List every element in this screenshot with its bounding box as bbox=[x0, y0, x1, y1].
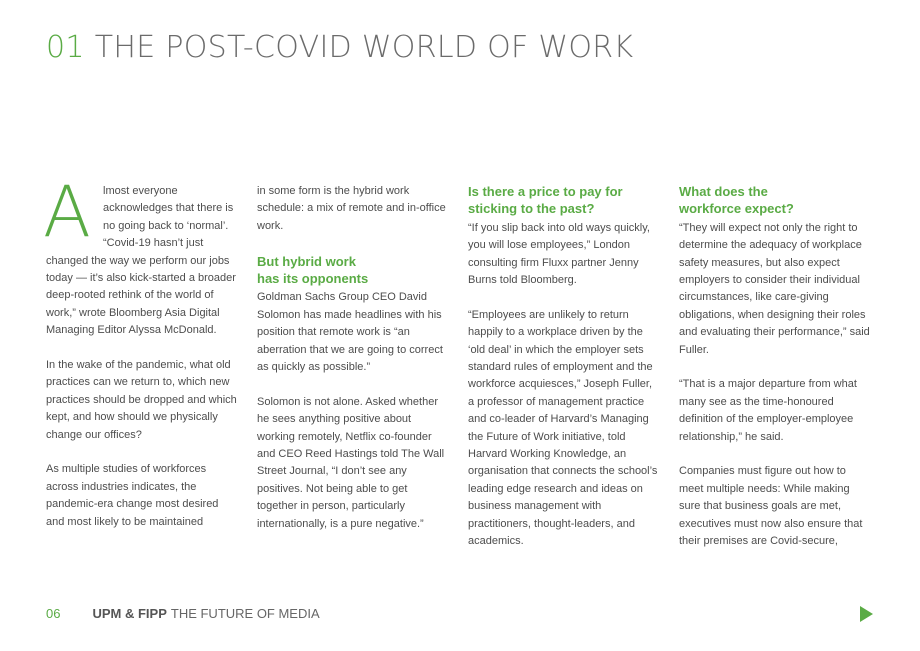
subheading-workforce-expect: What does the workforce expect? bbox=[679, 184, 794, 217]
article-column-4 bbox=[679, 183, 871, 551]
paragraph: As multiple studies of workforces across industries indicates, the pandemic-era change most desired and most likely to be maintained bbox=[46, 463, 219, 528]
intro-paragraph bbox=[43, 171, 238, 340]
paragraph: Goldman Sachs Group CEO David Solomon has made headlines with his position that remote work is “an aberration that we are going to correct as quickly as possible.” bbox=[257, 291, 443, 374]
title-text: THE POST-COVID WORLD OF WORK bbox=[94, 30, 634, 65]
article-column-3 bbox=[468, 183, 660, 551]
intro-text: lmost everyone acknowledges that there is no going back to ‘normal’. “Covid-19 hasn’t just changed the way we perform our jobs today — it’s also kick-started a broader deep-rooted rethink of the world of work,” wrote Bloomberg Asia Digital Managing Editor Alyssa McDonald. bbox=[46, 185, 236, 337]
page-title bbox=[46, 30, 633, 65]
paragraph: “That is a major departure from what many see as the time-honoured definition of the employer-employee relationship,” he said. bbox=[679, 378, 857, 443]
paragraph: Solomon is not alone. Asked whether he sees anything positive about working remotely, Netflix co-founder and CEO Reed Hastings told The Wall Street Journal, “I don’t see any positives. Not being able to get together in person, particularly internationally, is a pure negative.” bbox=[257, 395, 445, 530]
play-arrow-icon[interactable] bbox=[860, 606, 873, 622]
drop-cap: A bbox=[43, 171, 91, 253]
subheading-price-to-pay: Is there a price to pay for sticking to the past? bbox=[468, 184, 623, 217]
brand-name: UPM & FIPP bbox=[92, 606, 167, 621]
article-column-1 bbox=[43, 171, 238, 531]
paragraph: In the wake of the pandemic, what old practices can we return to, which new practices should be dropped and which kept, and how should we physically change our offices? bbox=[46, 359, 237, 441]
section-number: 01 bbox=[46, 30, 85, 65]
paragraph: in some form is the hybrid work schedule: a mix of remote and in-office work. bbox=[257, 185, 446, 232]
article-column-2 bbox=[257, 183, 449, 533]
subheading-hybrid-opponents: But hybrid work has its opponents bbox=[257, 253, 369, 287]
paragraph: Companies must figure out how to meet multiple needs: While making sure that business goals are met, executives must now also ensure that their premises are Covid-secure, bbox=[679, 465, 863, 548]
page-footer bbox=[46, 606, 320, 621]
page-number: 06 bbox=[46, 606, 61, 621]
paragraph: “If you slip back into old ways quickly, you will lose employees,” London consulting firm Fluxx partner Jenny Burns told Bloomberg. bbox=[468, 221, 650, 287]
publication-name: THE FUTURE OF MEDIA bbox=[170, 606, 320, 621]
paragraph: “They will expect not only the right to determine the adequacy of workplace safety measures, but also expect employers to consider their individual circumstances, like care-giving obligations, when designing their roles and evaluating their performance,” said Fuller. bbox=[679, 221, 870, 356]
paragraph: “Employees are unlikely to return happily to a workplace driven by the ‘old deal’ in which the employer sets standard rules of employment and the workforce acquiesces,” Joseph Fuller, a professor of management practice and co-leader of Harvard’s Managing the Future of Work initiative, told Harvard Working Knowledge, an organisation that connects the school’s leading edge research and ideas on business management with practitioners, thought-leaders, and academics. bbox=[468, 308, 658, 548]
